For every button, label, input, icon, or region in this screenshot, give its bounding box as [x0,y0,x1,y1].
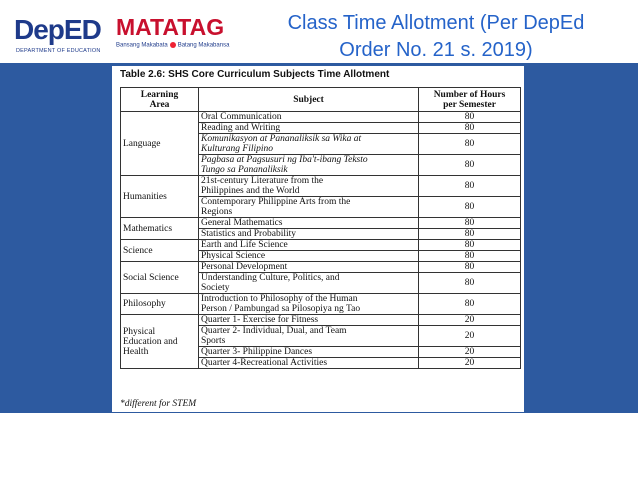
header-subject: Subject [199,88,419,112]
subject-label: 21st-century Literature from the [201,176,324,186]
learning-area-label: Social Science [123,272,179,283]
subject-cell [199,358,419,369]
hours-cell: 20 [419,326,521,347]
header-area-line2: Area [149,99,170,110]
header-hours [419,88,521,112]
subject-label: Statistics and Probability [201,229,296,239]
learning-area-label: Humanities [123,191,167,202]
subject-cell [199,123,419,134]
header-learning-area [121,88,199,112]
subject-cell [199,134,419,155]
learning-area-cell [121,176,199,218]
subject-label: Oral Communication [201,112,282,122]
learning-area-label: Language [123,138,161,149]
learning-area-cell [121,240,199,262]
learning-area-label: Physical [123,326,156,337]
subject-cell [199,155,419,176]
table-row [121,262,521,273]
subject-label: Philippines and the World [201,186,300,196]
hours-cell: 80 [419,112,521,123]
subject-label: Person / Pambungad sa Pilosopiya ng Tao [201,304,361,314]
hours-cell: 80 [419,218,521,229]
subject-label: Society [201,283,230,293]
subject-cell [199,218,419,229]
hours-cell: 80 [419,134,521,155]
subject-cell [199,347,419,358]
deped-logo-wordmark: DepED [14,14,101,45]
subject-cell [199,294,419,315]
subject-label: Introduction to Philosophy of the Human [201,294,358,304]
subject-cell [199,262,419,273]
subject-label: Kulturang Filipino [201,144,274,154]
subject-label: Quarter 4-Recreational Activities [201,358,328,368]
learning-area-label: Health [123,346,149,357]
table-row [121,315,521,326]
header-hours-line2: per Semester [443,99,496,110]
learning-area-cell [121,218,199,240]
subject-label: Earth and Life Science [201,240,288,250]
table-footnote: *different for STEM [120,399,197,409]
hours-cell: 80 [419,229,521,240]
hours-cell: 20 [419,358,521,369]
slide-title-line1: Class Time Allotment (Per DepEd [287,12,585,34]
table-body [121,112,521,369]
table-row [121,112,521,123]
matatag-subtext-left: Bansang Makabata [116,42,168,49]
hours-cell: 80 [419,123,521,134]
table-row [121,240,521,251]
subject-label: General Mathematics [201,218,283,228]
learning-area-cell [121,262,199,294]
subject-cell [199,229,419,240]
hours-cell: 80 [419,273,521,294]
subject-label: Quarter 2- Individual, Dual, and Team [201,326,347,336]
subject-label: Contemporary Philippine Arts from the [201,197,351,207]
subject-label: Komunikasyon at Pananaliksik sa Wika at [201,134,362,144]
table-row [121,218,521,229]
subject-cell [199,326,419,347]
time-allotment-table [120,87,521,369]
matatag-logo-wordmark: MATATAG [116,14,225,40]
subject-cell [199,240,419,251]
subject-cell [199,273,419,294]
subject-label: Tungo sa Pananaliksik [201,165,288,175]
matatag-logo [116,14,230,54]
hours-cell: 80 [419,197,521,218]
matatag-logo-subtext [116,42,229,49]
learning-area-cell [121,112,199,176]
subject-label: Quarter 1- Exercise for Fitness [201,315,319,325]
hours-cell: 80 [419,155,521,176]
learning-area-label: Mathematics [123,223,173,234]
learning-area-label: Philosophy [123,299,166,309]
subject-cell [199,197,419,218]
table-image-panel [112,66,524,412]
hours-cell: 80 [419,262,521,273]
table-header-row [121,88,521,112]
subject-label: Reading and Writing [201,123,281,133]
learning-area-cell [121,315,199,369]
deped-logo [14,12,110,56]
table-row [121,176,521,197]
subject-label: Physical Science [201,251,266,261]
hours-cell: 20 [419,347,521,358]
slide-title [240,10,632,64]
matatag-subtext-right: Batang Makabansa [177,42,230,49]
hours-cell: 80 [419,240,521,251]
header-area-line1: Learning [140,89,179,100]
learning-area-label: Science [123,245,153,256]
subject-label: Regions [201,207,233,217]
table-caption: Table 2.6: SHS Core Curriculum Subjects Time Allotment [120,69,390,80]
subject-label: Personal Development [201,262,288,272]
subject-label: Sports [201,336,226,346]
subject-cell [199,112,419,123]
slide-title-line2: Order No. 21 s. 2019) [339,39,533,61]
subject-label: Understanding Culture, Politics, and [201,273,340,283]
subject-label: Quarter 3- Philippine Dances [201,347,313,357]
hours-cell: 80 [419,294,521,315]
table-row [121,294,521,315]
deped-logo-subtext: DEPARTMENT OF EDUCATION [16,48,101,54]
learning-area-label: Education and [123,336,178,347]
subject-cell [199,176,419,197]
subject-cell [199,315,419,326]
learning-area-cell [121,294,199,315]
matatag-dot-icon [170,42,176,48]
header-hours-line1: Number of Hours [433,89,506,100]
hours-cell: 80 [419,176,521,197]
subject-cell [199,251,419,262]
hours-cell: 20 [419,315,521,326]
hours-cell: 80 [419,251,521,262]
subject-label: Pagbasa at Pagsusuri ng Iba't-ibang Teksto [201,155,368,165]
